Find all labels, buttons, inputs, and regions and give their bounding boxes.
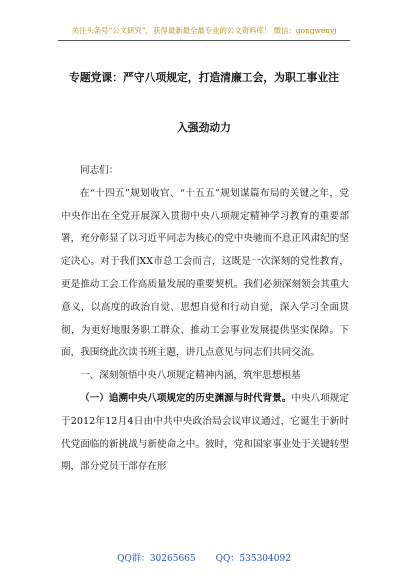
subsection-text-1: 中央八项规定于2012年12月4日由中共中央政治局会议审议通过，它诞生于新时代党面临的新挑战与新使命之中。彼时，党和国家事业处于关键转型期，部分党员干部存在形 xyxy=(61,392,350,473)
footer-qq-number: QQ：535304092 xyxy=(215,554,291,564)
footer-qq-group: QQ群：30265665 xyxy=(117,554,196,564)
header-divider xyxy=(58,40,350,41)
greeting: 同志们： xyxy=(80,165,119,176)
subsection-paragraph-1 xyxy=(61,388,349,479)
document-body xyxy=(61,160,349,479)
subsection-heading-1: （一）追溯中央八项规定的历史渊源与时代背景。 xyxy=(80,392,292,404)
header-banner: 关注头条号“公文研究”，获得最新最全最专业的公文资料库！ 微信：gongwenyj xyxy=(71,26,337,35)
body-paragraph-1: 在“十四五”规划收官、“十五五”规划谋篇布局的关键之年，党中央作出在全党开展深入贯彻中央八项规定精神学习教育的重要部署，充分彰显了以习近平同志为核心的党中央驰而不息正风肃纪的坚定决心。对于我们XX市总工会而言，这既是一次深刻的党性教育，更是推动工会工作高质量发展的重要契机。我们必须深刻领会其重大意义，以高度的政治自觉、思想自觉和行动自觉，深入学习全面贯彻，为更好地服务职工群众、推动工会事业发展提供坚实保障。下面，我围绕此次读书班主题，讲几点意见与同志们共同交流。 xyxy=(61,187,349,359)
document-title-line-1: 专题党课：严守八项规定，打造清廉工会，为职工事业注 xyxy=(69,71,339,84)
section-heading-1: 一、深刻领悟中央八项规定精神内涵，筑牢思想根基 xyxy=(80,370,301,382)
footer-contact xyxy=(58,553,350,565)
document-title-line-2: 入强劲动力 xyxy=(177,121,231,134)
